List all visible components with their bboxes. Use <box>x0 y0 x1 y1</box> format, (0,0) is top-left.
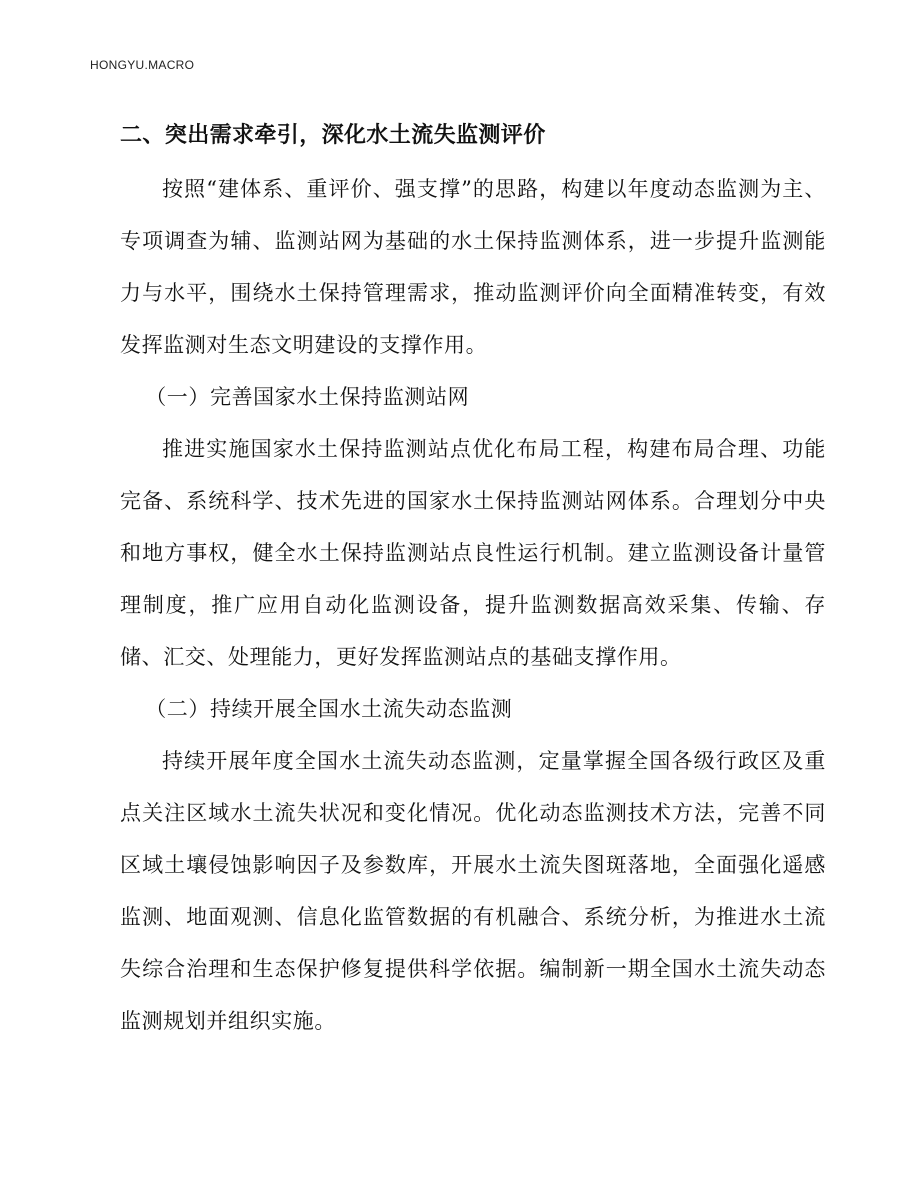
subsection-paragraph-1: 推进实施国家水土保持监测站点优化布局工程，构建布局合理、功能完备、系统科学、技术先进的国家水土保持监测站网体系。合理划分中央和地方事权，健全水土保持监测站点良性运行机制。建立监测设备计量管理制度，推广应用自动化监测设备，提升监测数据高效采集、传输、存储、汇交、处理能力，更好发挥监测站点的基础支撑作用。 <box>120 437 826 669</box>
intro-paragraph: 按照“建体系、重评价、强支撑”的思路，构建以年度动态监测为主、专项调查为辅、监测站网为基础的水土保持监测体系，进一步提升监测能力与水平，围绕水土保持管理需求，推动监测评价向全面精准转变，有效发挥监测对生态文明建设的支撑作用。 <box>120 177 826 357</box>
header-label: HONGYU.MACRO <box>90 58 195 72</box>
section-title: 二、突出需求牵引，深化水土流失监测评价 <box>120 122 546 148</box>
document-body <box>120 116 826 1047</box>
subsection-title-2: （二）持续开展全国水土流失动态监测 <box>145 697 513 721</box>
subsection-paragraph-2: 持续开展年度全国水土流失动态监测，定量掌握全国各级行政区及重点关注区域水土流失状况和变化情况。优化动态监测技术方法，完善不同区域土壤侵蚀影响因子及参数库，开展水土流失图斑落地，全面强化遥感监测、地面观测、信息化监管数据的有机融合、系统分析，为推进水土流失综合治理和生态保护修复提供科学依据。编制新一期全国水土流失动态监测规划并组织实施。 <box>120 749 826 1033</box>
subsection-title-1: （一）完善国家水土保持监测站网 <box>145 385 470 409</box>
